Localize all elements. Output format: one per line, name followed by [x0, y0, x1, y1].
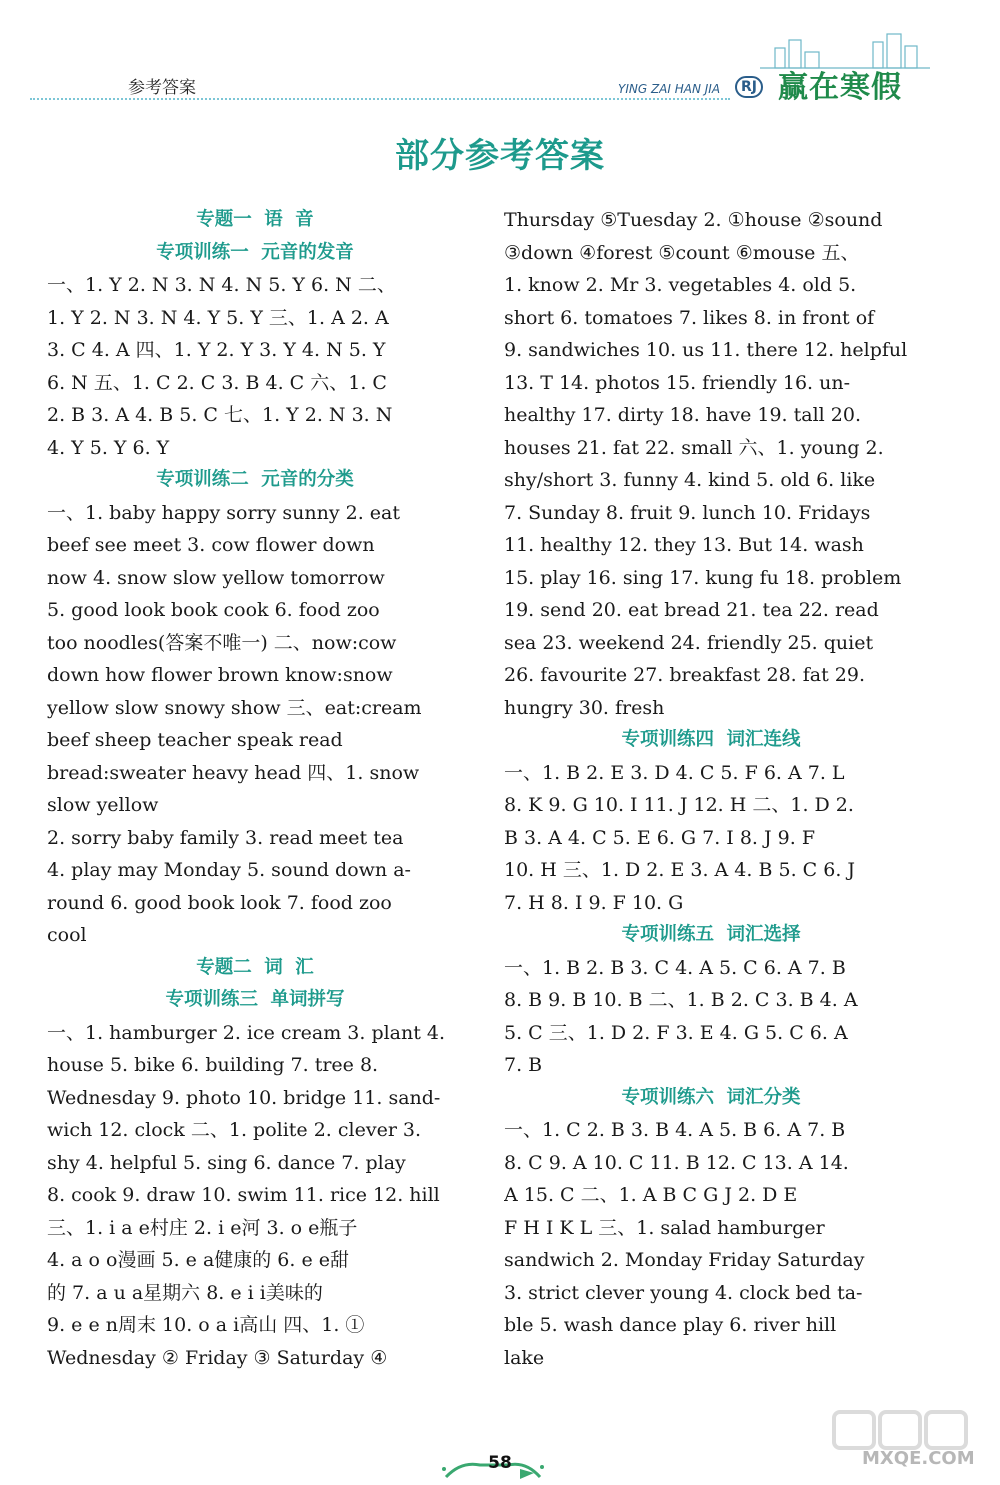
- section-heading: 专项训练五 词汇选择: [621, 924, 801, 945]
- answer-line: 5. C 三、1. D 2. F 3. E 4. G 5. C 6. A: [504, 1021, 848, 1044]
- answer-line: hungry 30. fresh: [504, 696, 665, 719]
- answer-line: Wednesday ② Friday ③ Saturday ④: [47, 1346, 388, 1369]
- answer-line: 3. C 4. A 四、1. Y 2. Y 3. Y 4. N 5. Y: [47, 339, 386, 361]
- answer-line: sea 23. weekend 24. friendly 25. quiet: [504, 631, 874, 654]
- edition-badge: RJ: [735, 76, 763, 98]
- answer-line: healthy 17. dirty 18. have 19. tall 20.: [504, 404, 861, 426]
- answer-line: 8. K 9. G 10. I 11. J 12. H 二、1. D 2.: [504, 794, 854, 816]
- answer-line: 的 7. a u a星期六 8. e i i美味的: [47, 1281, 323, 1304]
- section-heading: 专项训练二 元音的分类: [156, 469, 354, 490]
- answer-line: 5. good look book cook 6. food zoo: [47, 599, 380, 621]
- answer-line: 10. H 三、1. D 2. E 3. A 4. B 5. C 6. J: [504, 859, 856, 881]
- section-heading: 专项训练一 元音的发音: [156, 241, 354, 263]
- answer-line: round 6. good book look 7. food zoo: [47, 891, 392, 914]
- answer-line: lake: [504, 1346, 545, 1369]
- answer-line: 13. T 14. photos 15. friendly 16. un-: [504, 371, 851, 394]
- answer-line: Wednesday 9. photo 10. bridge 11. sand-: [47, 1086, 441, 1109]
- answer-line: beef see meet 3. cow flower down: [47, 534, 375, 556]
- answer-line: 9. e e n周末 10. o a i高山 四、1. ①: [47, 1314, 365, 1336]
- answer-line: cool: [47, 924, 87, 946]
- answer-line: 3. strict clever young 4. clock bed ta-: [504, 1281, 863, 1304]
- answer-line: yellow slow snowy show 三、eat:cream: [47, 696, 422, 719]
- header-pinyin: YING ZAI HAN JIA: [618, 82, 721, 96]
- answer-line: 7. H 8. I 9. F 10. G: [504, 891, 684, 914]
- answer-line: F H I K L 三、1. salad hamburger: [504, 1216, 825, 1239]
- answer-line: sandwich 2. Monday Friday Saturday: [504, 1249, 865, 1271]
- answer-line: 7. B: [504, 1054, 543, 1076]
- answer-line: shy/short 3. funny 4. kind 5. old 6. like: [504, 469, 876, 491]
- answer-line: 一、1. baby happy sorry sunny 2. eat: [47, 501, 400, 524]
- answer-line: ③down ④forest ⑤count ⑥mouse 五、: [504, 241, 860, 264]
- answer-line: Thursday ⑤Tuesday 2. ①house ②sound: [504, 209, 883, 231]
- answer-line: beef sheep teacher speak read: [47, 729, 343, 751]
- answer-line: down how flower brown know:snow: [47, 664, 393, 686]
- section-heading: 专项训练三 单词拼写: [165, 989, 345, 1010]
- answer-line: 6. N 五、1. C 2. C 3. B 4. C 六、1. C: [47, 371, 387, 394]
- answer-line: 一、1. B 2. E 3. D 4. C 5. F 6. A 7. L: [504, 761, 845, 784]
- answer-line: 8. cook 9. draw 10. swim 11. rice 12. hill: [47, 1184, 440, 1206]
- section-heading: 专项训练六 词汇分类: [621, 1086, 801, 1108]
- header-section-label: 参考答案: [128, 78, 196, 98]
- answer-line: 19. send 20. eat bread 21. tea 22. read: [504, 599, 879, 621]
- answer-line: B 3. A 4. C 5. E 6. G 7. I 8. J 9. F: [504, 826, 816, 849]
- answer-line: 4. a o o漫画 5. e a健康的 6. e e甜: [47, 1249, 350, 1271]
- watermark-text: MXQE.COM: [862, 1448, 975, 1469]
- answer-line: short 6. tomatoes 7. likes 8. in front of: [504, 306, 875, 329]
- answer-line: too noodles(答案不唯一) 二、now:cow: [47, 631, 397, 654]
- answer-line: 8. C 9. A 10. C 11. B 12. C 13. A 14.: [504, 1151, 849, 1174]
- page-title: 部分参考答案: [395, 136, 605, 176]
- answer-line: 7. Sunday 8. fruit 9. lunch 10. Fridays: [504, 501, 871, 524]
- answer-line: 15. play 16. sing 17. kung fu 18. problem: [504, 566, 902, 589]
- answer-line: 一、1. B 2. B 3. C 4. A 5. C 6. A 7. B: [504, 956, 846, 979]
- answer-line: 三、1. i a e村庄 2. i e河 3. o e瓶子: [47, 1216, 358, 1239]
- answer-line: A 15. C 二、1. A B C G J 2. D E: [504, 1184, 798, 1206]
- answer-line: house 5. bike 6. building 7. tree 8.: [47, 1054, 379, 1076]
- answer-line: wich 12. clock 二、1. polite 2. clever 3.: [47, 1119, 422, 1141]
- answer-line: 8. B 9. B 10. B 二、1. B 2. C 3. B 4. A: [504, 989, 858, 1011]
- answer-line: 一、1. C 2. B 3. B 4. A 5. B 6. A 7. B: [504, 1119, 846, 1141]
- answer-line: bread:sweater heavy head 四、1. snow: [47, 761, 420, 784]
- answers-right-column: [504, 204, 918, 1374]
- answer-line: 4. Y 5. Y 6. Y: [47, 436, 170, 459]
- answer-line: slow yellow: [47, 794, 159, 816]
- answer-line: 2. B 3. A 4. B 5. C 七、1. Y 2. N 3. N: [47, 404, 393, 426]
- answer-line: 9. sandwiches 10. us 11. there 12. helpful: [504, 339, 908, 361]
- answer-line: 26. favourite 27. breakfast 28. fat 29.: [504, 664, 865, 686]
- answer-line: 11. healthy 12. they 13. But 14. wash: [504, 534, 864, 556]
- answer-line: 一、1. Y 2. N 3. N 4. N 5. Y 6. N 二、: [47, 274, 396, 296]
- section-heading: 专题一 语 音: [196, 209, 314, 230]
- answer-line: ble 5. wash dance play 6. river hill: [504, 1314, 837, 1336]
- answer-line: houses 21. fat 22. small 六、1. young 2.: [504, 436, 884, 459]
- answer-line: 1. know 2. Mr 3. vegetables 4. old 5.: [504, 274, 857, 296]
- page-number: 58: [488, 1453, 512, 1473]
- section-heading: 专题二 词 汇: [196, 956, 314, 978]
- brand-logo: 赢在寒假: [778, 70, 902, 105]
- section-heading: 专项训练四 词汇连线: [621, 729, 801, 750]
- answer-line: shy 4. helpful 5. sing 6. dance 7. play: [47, 1151, 406, 1174]
- answer-line: now 4. snow slow yellow tomorrow: [47, 566, 385, 589]
- answer-line: 4. play may Monday 5. sound down a-: [47, 859, 411, 881]
- answer-line: 1. Y 2. N 3. N 4. Y 5. Y 三、1. A 2. A: [47, 306, 389, 329]
- answer-line: 2. sorry baby family 3. read meet tea: [47, 826, 404, 849]
- answer-line: 一、1. hamburger 2. ice cream 3. plant 4.: [47, 1021, 446, 1044]
- header-divider: [30, 98, 730, 100]
- answers-left-column: [47, 204, 463, 1374]
